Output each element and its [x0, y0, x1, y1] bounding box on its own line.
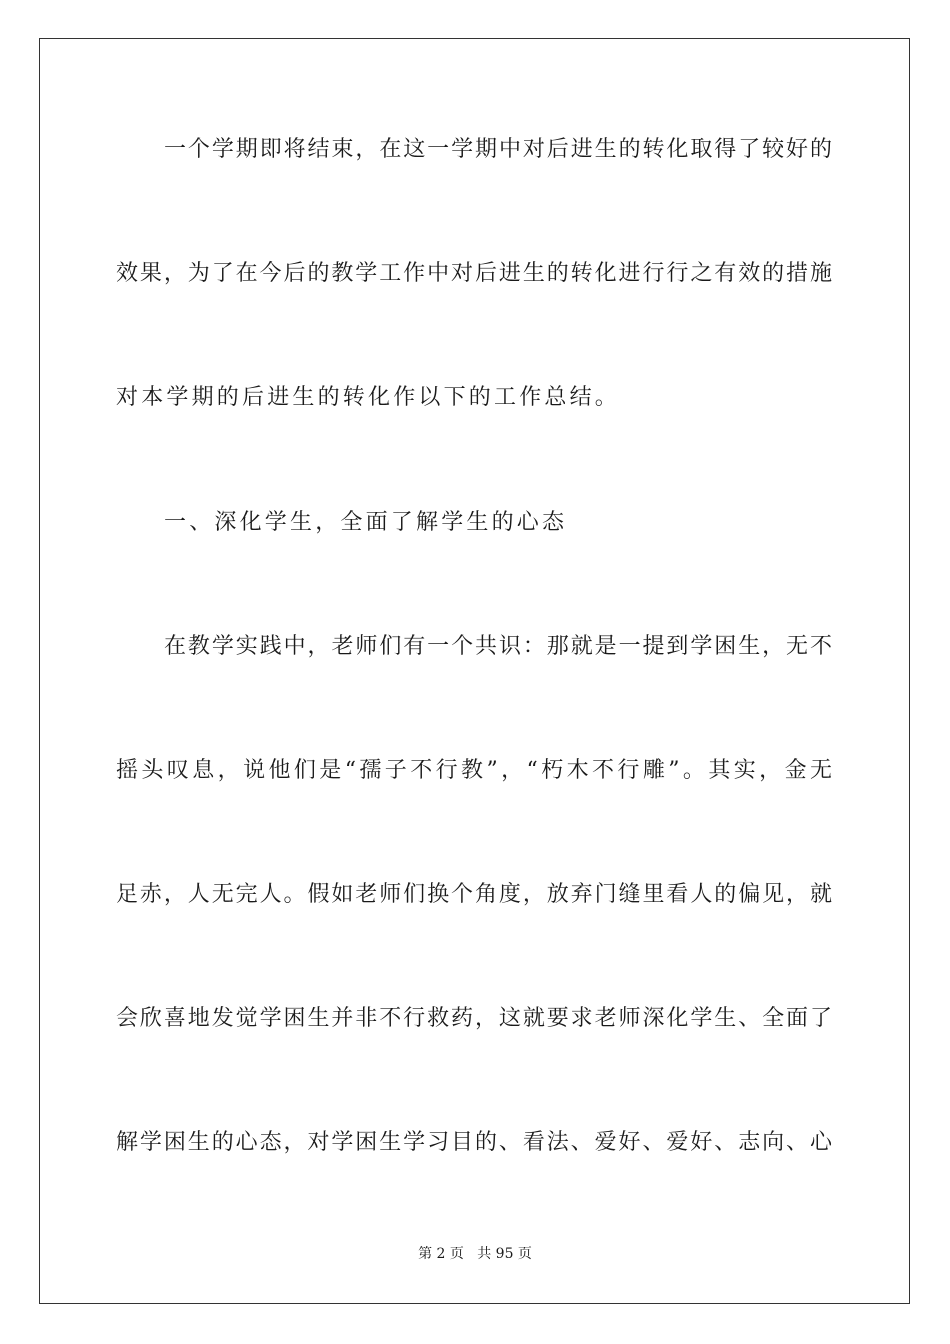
page-border — [39, 38, 910, 1304]
paragraph-line: 解学困生的心态，对学困生学习目的、看法、爱好、爱好、志向、心 — [116, 1130, 832, 1155]
paragraph-line: 会欣喜地发觉学困生并非不行救药，这就要求老师深化学生、全面了 — [116, 1006, 832, 1031]
section-heading: 一、深化学生，全面了解学生的心态 — [164, 510, 568, 535]
paragraph-line: 足赤，人无完人。假如老师们换个角度，放弃门缝里看人的偏见，就 — [116, 882, 832, 907]
paragraph-line: 一个学期即将结束，在这一学期中对后进生的转化取得了较好的 — [164, 137, 832, 162]
page-number-footer: 第 2 页 共 95 页 — [418, 1246, 532, 1262]
paragraph-line: 在教学实践中，老师们有一个共识：那就是一提到学困生，无不 — [164, 634, 832, 659]
paragraph-line: 摇头叹息，说他们是“孺子不行教”，“朽木不行雕”。其实，金无 — [116, 758, 832, 783]
paragraph-line: 对本学期的后进生的转化作以下的工作总结。 — [116, 385, 621, 410]
paragraph-line: 效果，为了在今后的教学工作中对后进生的转化进行行之有效的措施 — [116, 261, 832, 286]
